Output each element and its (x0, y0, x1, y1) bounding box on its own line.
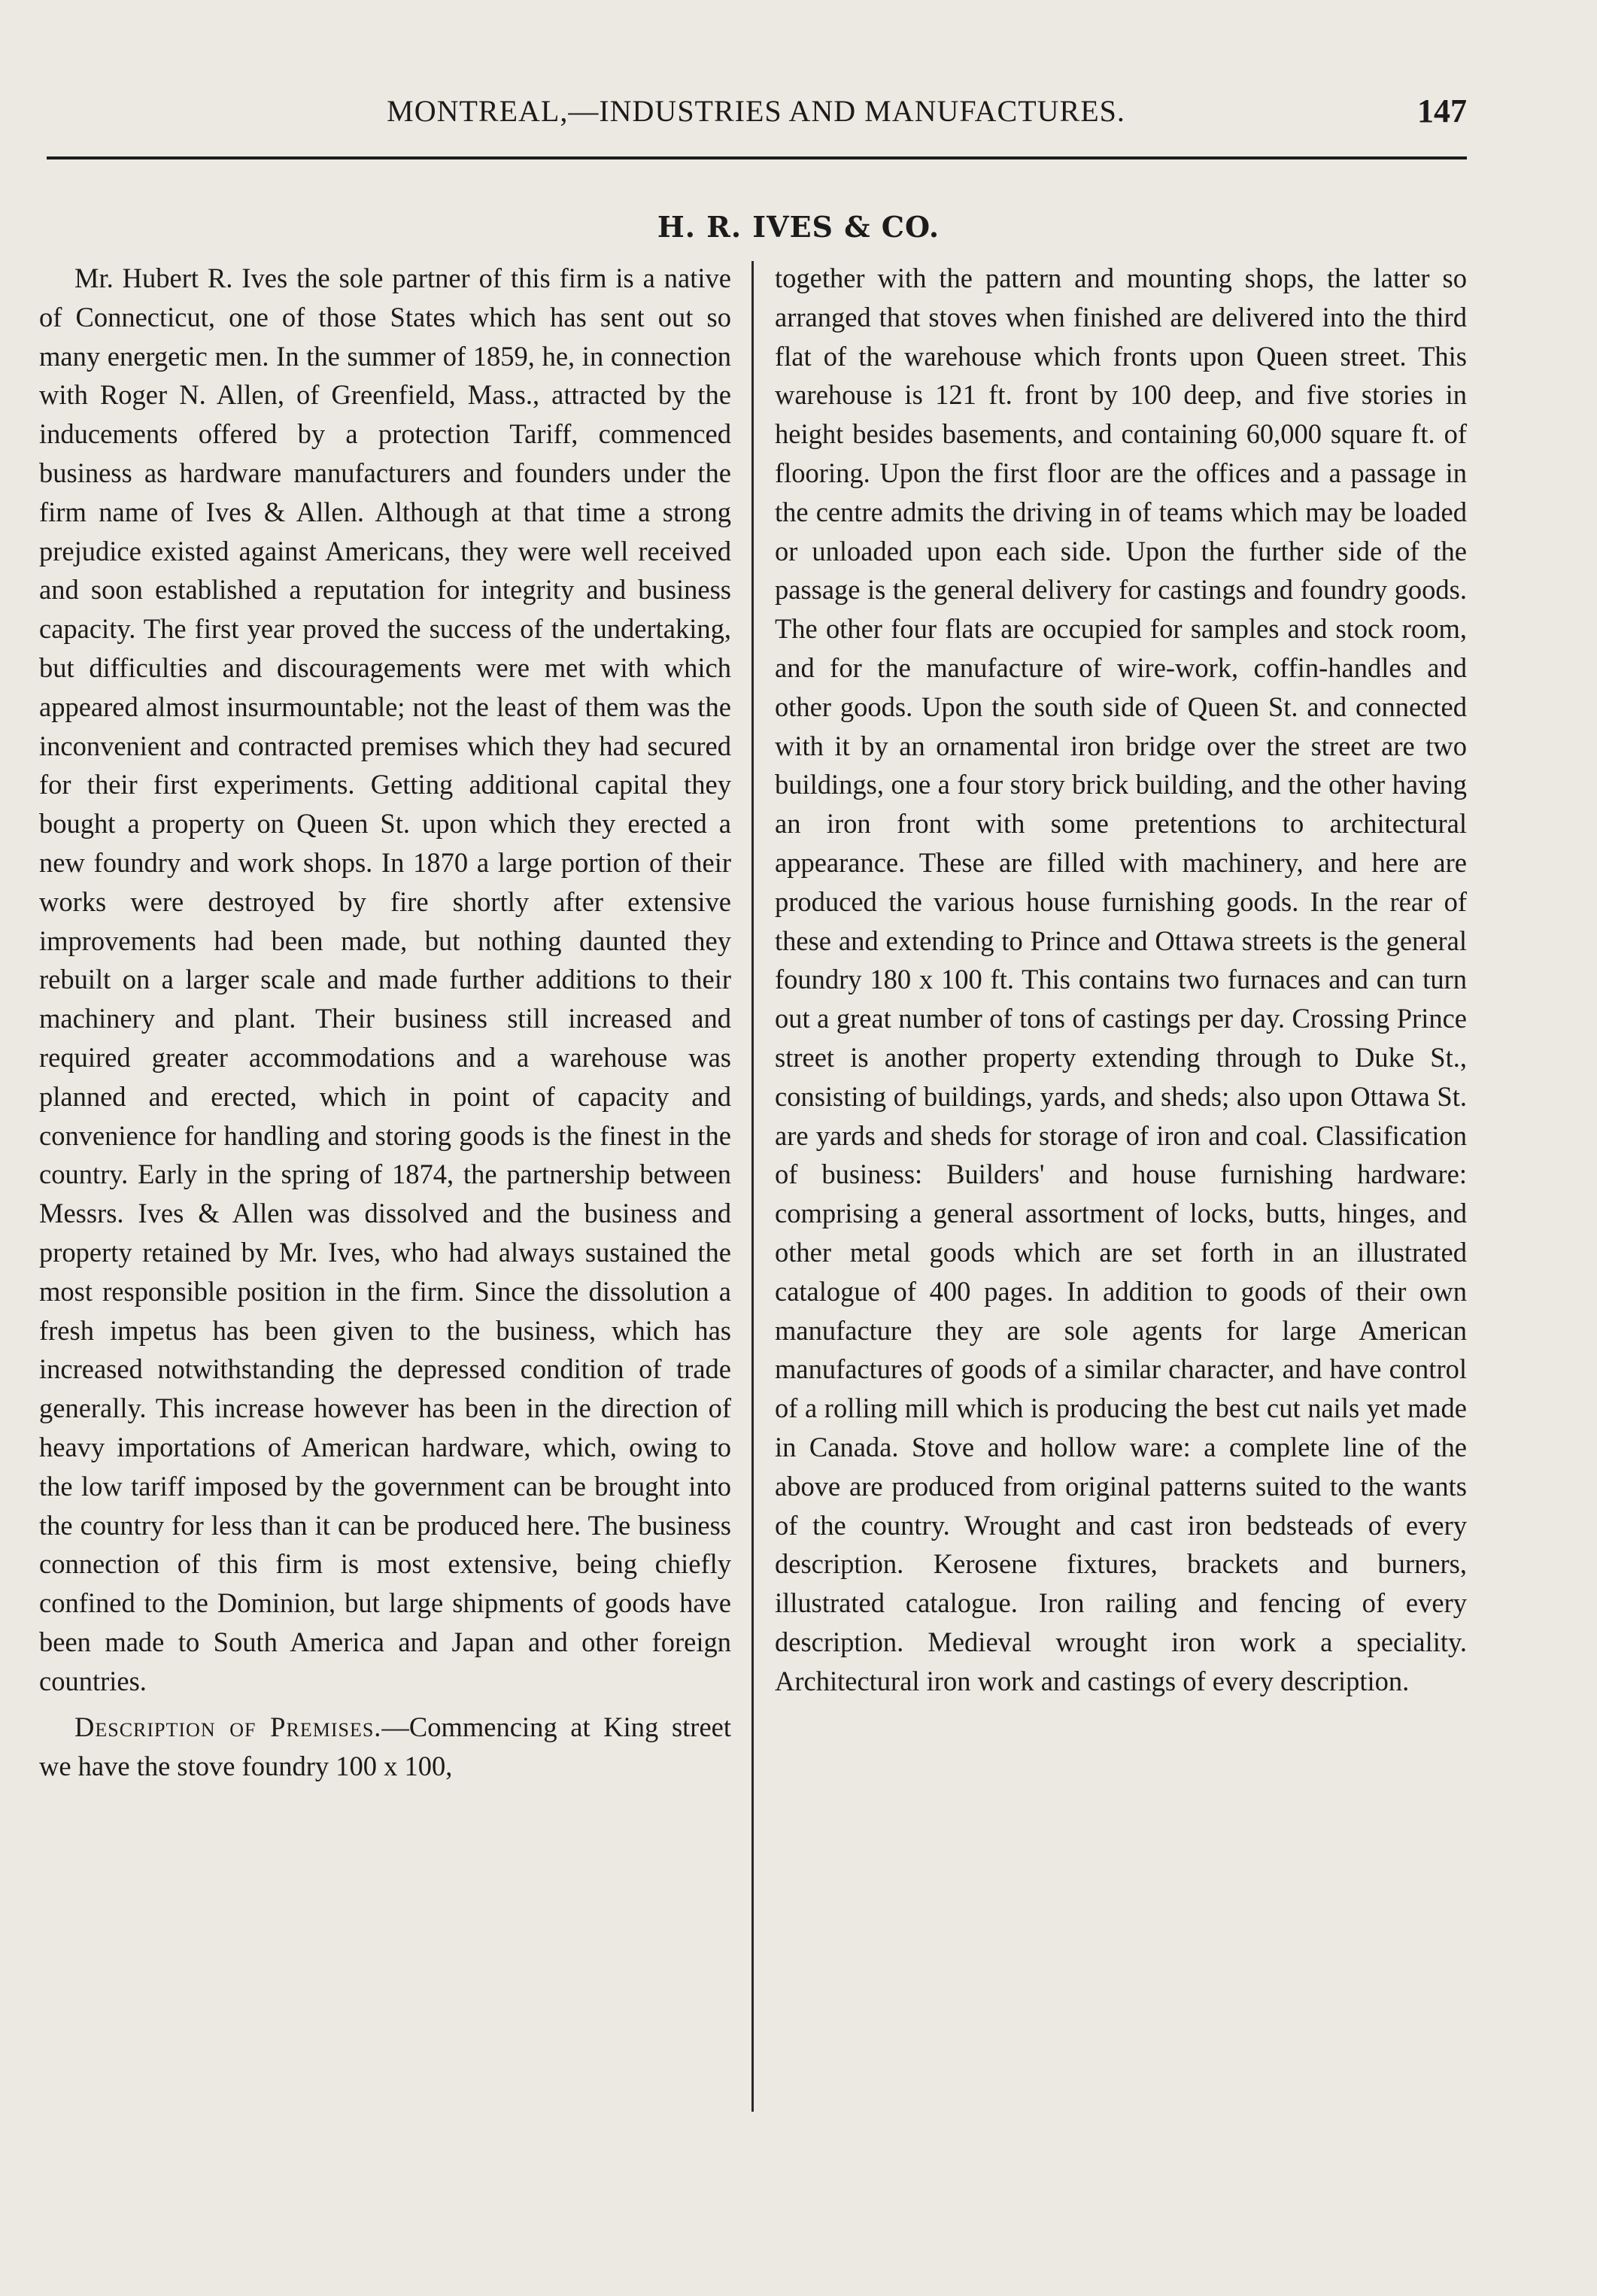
premises-text-start: —Commencing at King street we have the stove foundry 100 x 100, (39, 1711, 731, 1782)
article-title: H. R. IVES & CO. (657, 210, 940, 244)
running-head (45, 89, 1467, 134)
page-number: 147 (1417, 93, 1467, 129)
right-column (775, 259, 1467, 1700)
premises-paragraph-continued: together with the pattern and mounting shops, the latter so arranged that stoves when finished are delivered into the third flat of the warehouse which fronts upon Queen street. This warehouse is 121 ft. front by 100 deep, and five stories in height besides basements, and containing 60,000 square ft. of flooring. Upon the first floor are the offices and a passage in the centre admits the driving in of teams which may be loaded or unloaded upon each side. Upon the further side of the passage is the general delivery for castings and foundry goods. The other four flats are occupied for samples and stock room, and for the manufacture of wire-work, coffin-handles and other goods. Upon the south side of Queen St. and connected with it by an ornamental iron bridge over the street are two buildings, one a four story brick building, and the other having an iron front with some pretentions to architectural appearance. These are filled with machinery, and here are produced the various house furnishing goods. In the rear of these and extending to Prince and Ottawa streets is the general foundry 180 x 100 ft. This contains two furnaces and can turn out a great number of tons of castings per day. Crossing Prince street is another property extending through to Duke St., consisting of buildings, yards, and sheds; also upon Ottawa St. are yards and sheds for storage of iron and coal. Classification of business: Builders' and house furnishing hardware: comprising a general assortment of locks, butts, hinges, and other metal goods which are set forth in an illustrated catalogue of 400 pages. In addition to goods of their own manufacture they are sole agents for large American manufactures of goods of a similar character, and have control of a rolling mill which is producing the best cut nails yet made in Canada. Stove and hollow ware: a complete line of the above are produced from original patterns suited to the wants of the country. Wrought and cast iron bedsteads of every description. Kerosene fixtures, brackets and burners, illustrated catalogue. Iron railing and fencing of every description. Medieval wrought iron work a speciality. Architectural iron work and castings of every description. (775, 263, 1467, 1696)
premises-heading: Description of Premises. (74, 1711, 382, 1743)
header-rule (47, 156, 1467, 159)
premises-paragraph-start (39, 1708, 731, 1786)
left-column (39, 259, 731, 1786)
history-paragraph: Mr. Hubert R. Ives the sole partner of this firm is a native of Connecticut, one of those States which has sent out so many energetic men. In the summer of 1859, he, in connection with Roger N. Allen, of Greenfield, Mass., attracted by the inducements offered by a protection Tariff, commenced business as hardware manufacturers and founders under the firm name of Ives & Allen. Although at that time a strong prejudice existed against Americans, they were well received and soon established a reputation for integrity and business capacity. The first year proved the success of the undertaking, but difficulties and discouragements were met with which appeared almost insurmountable; not the least of them was the inconvenient and contracted premises which they had secured for their first experiments. Getting additional capital they bought a property on Queen St. upon which they erected a new foundry and work shops. In 1870 a large portion of their works were destroyed by fire shortly after extensive improvements had been made, but nothing daunted they rebuilt on a larger scale and made further additions to their machinery and plant. Their business still increased and required greater accommodations and a warehouse was planned and erected, which in point of capacity and convenience for handling and storing goods is the finest in the country. Early in the spring of 1874, the partnership between Messrs. Ives & Allen was dissolved and the business and property retained by Mr. Ives, who had always sustained the most responsible position in the firm. Since the dissolution a fresh impetus has been given to the business, which has increased notwithstanding the depressed condition of trade generally. This increase however has been in the direction of heavy importations of American hardware, which, owing to the low tariff imposed by the government can be brought into the country for less than it can be produced here. The business connection of this firm is most extensive, being chiefly confined to the Dominion, but large shipments of goods have been made to South America and Japan and other foreign countries. (39, 263, 731, 1696)
running-title: MONTREAL,—INDUSTRIES AND MANUFACTURES. (387, 94, 1125, 128)
column-divider (751, 261, 754, 2112)
